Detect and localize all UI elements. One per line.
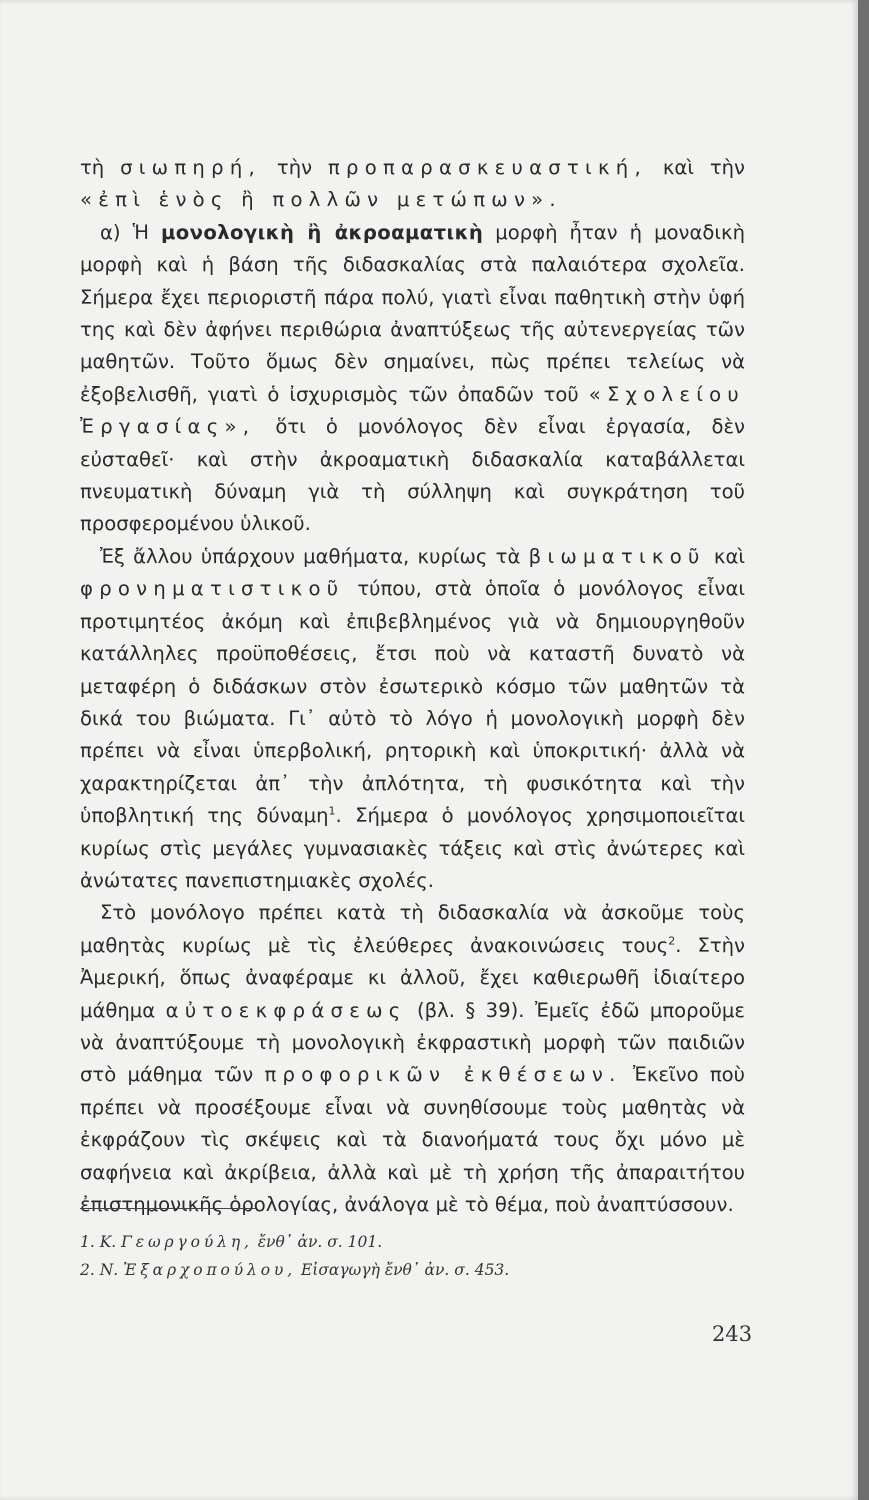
text-run: (βλ. § 39). Ἐμεῖς ἐδῶ μποροῦμε νὰ ἀναπτύξουμε τὴ μονολογικὴ ἐκφραστικὴ μορφὴ τῶν παιδιῶν στὸ μάθημα τῶν (80, 998, 745, 1087)
spaced-term: «ἐπὶ ἑνὸς ἢ πολλῶν μετώπων». (80, 188, 562, 212)
text-run: Στὸ μονόλογο πρέπει κατὰ τὴ διδασκαλία νὰ ἀσκοῦμε τοὺς μαθητὰς κυρίως μὲ τὶς ἐλεύθερες ἀνακοινώσεις τους (80, 901, 745, 957)
footnote-text: Εἰσαγωγὴ ἔνθ᾿ ἀν. σ. 453. (296, 1261, 510, 1279)
spaced-term: προπαρασκευαστική, (327, 156, 647, 179)
paragraph-3 (80, 541, 745, 897)
footnote-text: 1. Κ. (80, 1233, 122, 1251)
footnote-2 (80, 1256, 700, 1284)
footnote-ref: 1 (328, 804, 336, 818)
footnote-text: 2. Ν. (80, 1261, 124, 1279)
spaced-term: «Σχολείου Ἐργασίας», (80, 382, 745, 439)
text-run: . Στὴν Ἀμερική, ὅπως ἀναφέραμε κι ἀλλοῦ, ἔχει καθιερωθῆ ἰδιαίτερο μάθημα (80, 933, 746, 1022)
footnotes (80, 1228, 700, 1284)
text-run: καὶ τὴν (646, 156, 745, 179)
text-run: ὅτι ὁ μονόλογος δὲν εἶναι ἐργασία, δὲν εὐσταθεῖ· καὶ στὴν ἀκροαματικὴ διδασκαλία καταβάλλεται πνευματικὴ δύναμη γιὰ τὴ σύλληψη καὶ συγκράτηση τοῦ προσφερομένου ὑλικοῦ. (80, 415, 745, 536)
page-number: 243 (712, 1322, 753, 1346)
text-run: τύπου, στὰ ὁποῖα ὁ μονόλογος εἶναι προτιμητέος ἀκόμη καὶ ἐπιβεβλημένος γιὰ νὰ δημιουργηθοῦν κατάλληλες προϋποθέσεις, ἔτσι ποὺ νὰ καταστῆ δυνατὸ νὰ μεταφέρη ὁ διδάσκων στὸν ἐσωτερικὸ κόσμο τῶν μαθητῶν τὰ δικά του βιώματα. Γι᾿ αὐτὸ τὸ λόγο ἡ μονολογικὴ μορφὴ δὲν πρέπει νὰ εἶναι ὑπερβολική, ρητορικὴ καὶ ὑποκριτική· ἀλλὰ νὰ χαρακτηρίζεται ἀπ᾿ τὴν ἀπλότητα, τὴ φυσικότητα καὶ τὴν ὑποβλητική της δύναμη (80, 577, 745, 828)
paragraph-4 (80, 897, 745, 1221)
text-run: μορφὴ ἦταν ἡ μοναδικὴ μορφὴ καὶ ἡ βάση τῆς διδασκαλίας στὰ παλαιότερα σχολεῖα. Σήμερα ἔχει περιοριστῆ πάρα πολύ, γιατὶ εἶναι παθητικὴ στὴν ὑφή της καὶ δὲν ἀφήνει περιθώρια ἀναπτύξεως τῆς αὐτενεργείας τῶν μαθητῶν. Τοῦτο ὅμως δὲν σημαίνει, πὼς πρέπει τελείως νὰ ἐξοβελισθῆ, γιατὶ ὁ ἰσχυρισμὸς τῶν ὀπαδῶν τοῦ (80, 220, 745, 406)
footnote-divider (80, 1208, 256, 1209)
spaced-term: σιωπηρή, (120, 156, 262, 179)
footnote-1 (80, 1228, 700, 1256)
spaced-term: προφορικῶν ἐκθέσεων. (264, 1063, 622, 1087)
spaced-term: αὐτοεκφράσεως (165, 998, 407, 1022)
text-run: τὴ (80, 156, 121, 179)
text-run: καὶ (705, 544, 745, 568)
text-run: Ἐξ ἄλλου ὑπάρχουν μαθήματα, κυρίως τὰ (100, 544, 529, 568)
footnote-text: ἔνθ᾿ ἀν. σ. 101. (252, 1233, 383, 1251)
paragraph-2 (80, 217, 745, 541)
bold-term: μονολογικὴ ἢ ἀκροαματικὴ (161, 220, 484, 244)
spaced-term: βιωματικοῦ (528, 544, 706, 568)
footnote-author: Ἐξαρχοπούλου, (123, 1261, 297, 1279)
text-run: τὴν (261, 156, 328, 179)
spaced-term: φρονηματιστικοῦ (80, 577, 345, 601)
text-run: α) Ἡ (100, 220, 161, 244)
body-text (80, 152, 745, 1221)
footnote-author: Γεωργούλη, (121, 1233, 253, 1251)
footnote-ref: 2 (668, 934, 676, 948)
text-run: Ἐκεῖνο ποὺ πρέπει νὰ προσέξουμε εἶναι νὰ συνηθίσουμε τοὺς μαθητὰς νὰ ἐκφράζουν τὶς σκέψεις καὶ τὰ διανοήματά τους ὄχι μόνο μὲ σαφήνεια καὶ ἀκρίβεια, ἀλλὰ καὶ μὲ τὴ χρήση τῆς ἀπαραιτήτου ἐπιστημονικῆς ὁρολογίας, ἀνάλογα μὲ τὸ θέμα, ποὺ ἀναπτύσσουν. (80, 1063, 745, 1216)
paragraph-1 (80, 152, 745, 217)
text-run: . Σήμερα ὁ μονόλογος χρησιμοποιεῖται κυρίως στὶς μεγάλες γυμνασιακὲς τάξεις καὶ στὶς ἀνώτερες καὶ ἀνώτατες πανεπιστημιακὲς σχολές. (80, 804, 745, 892)
